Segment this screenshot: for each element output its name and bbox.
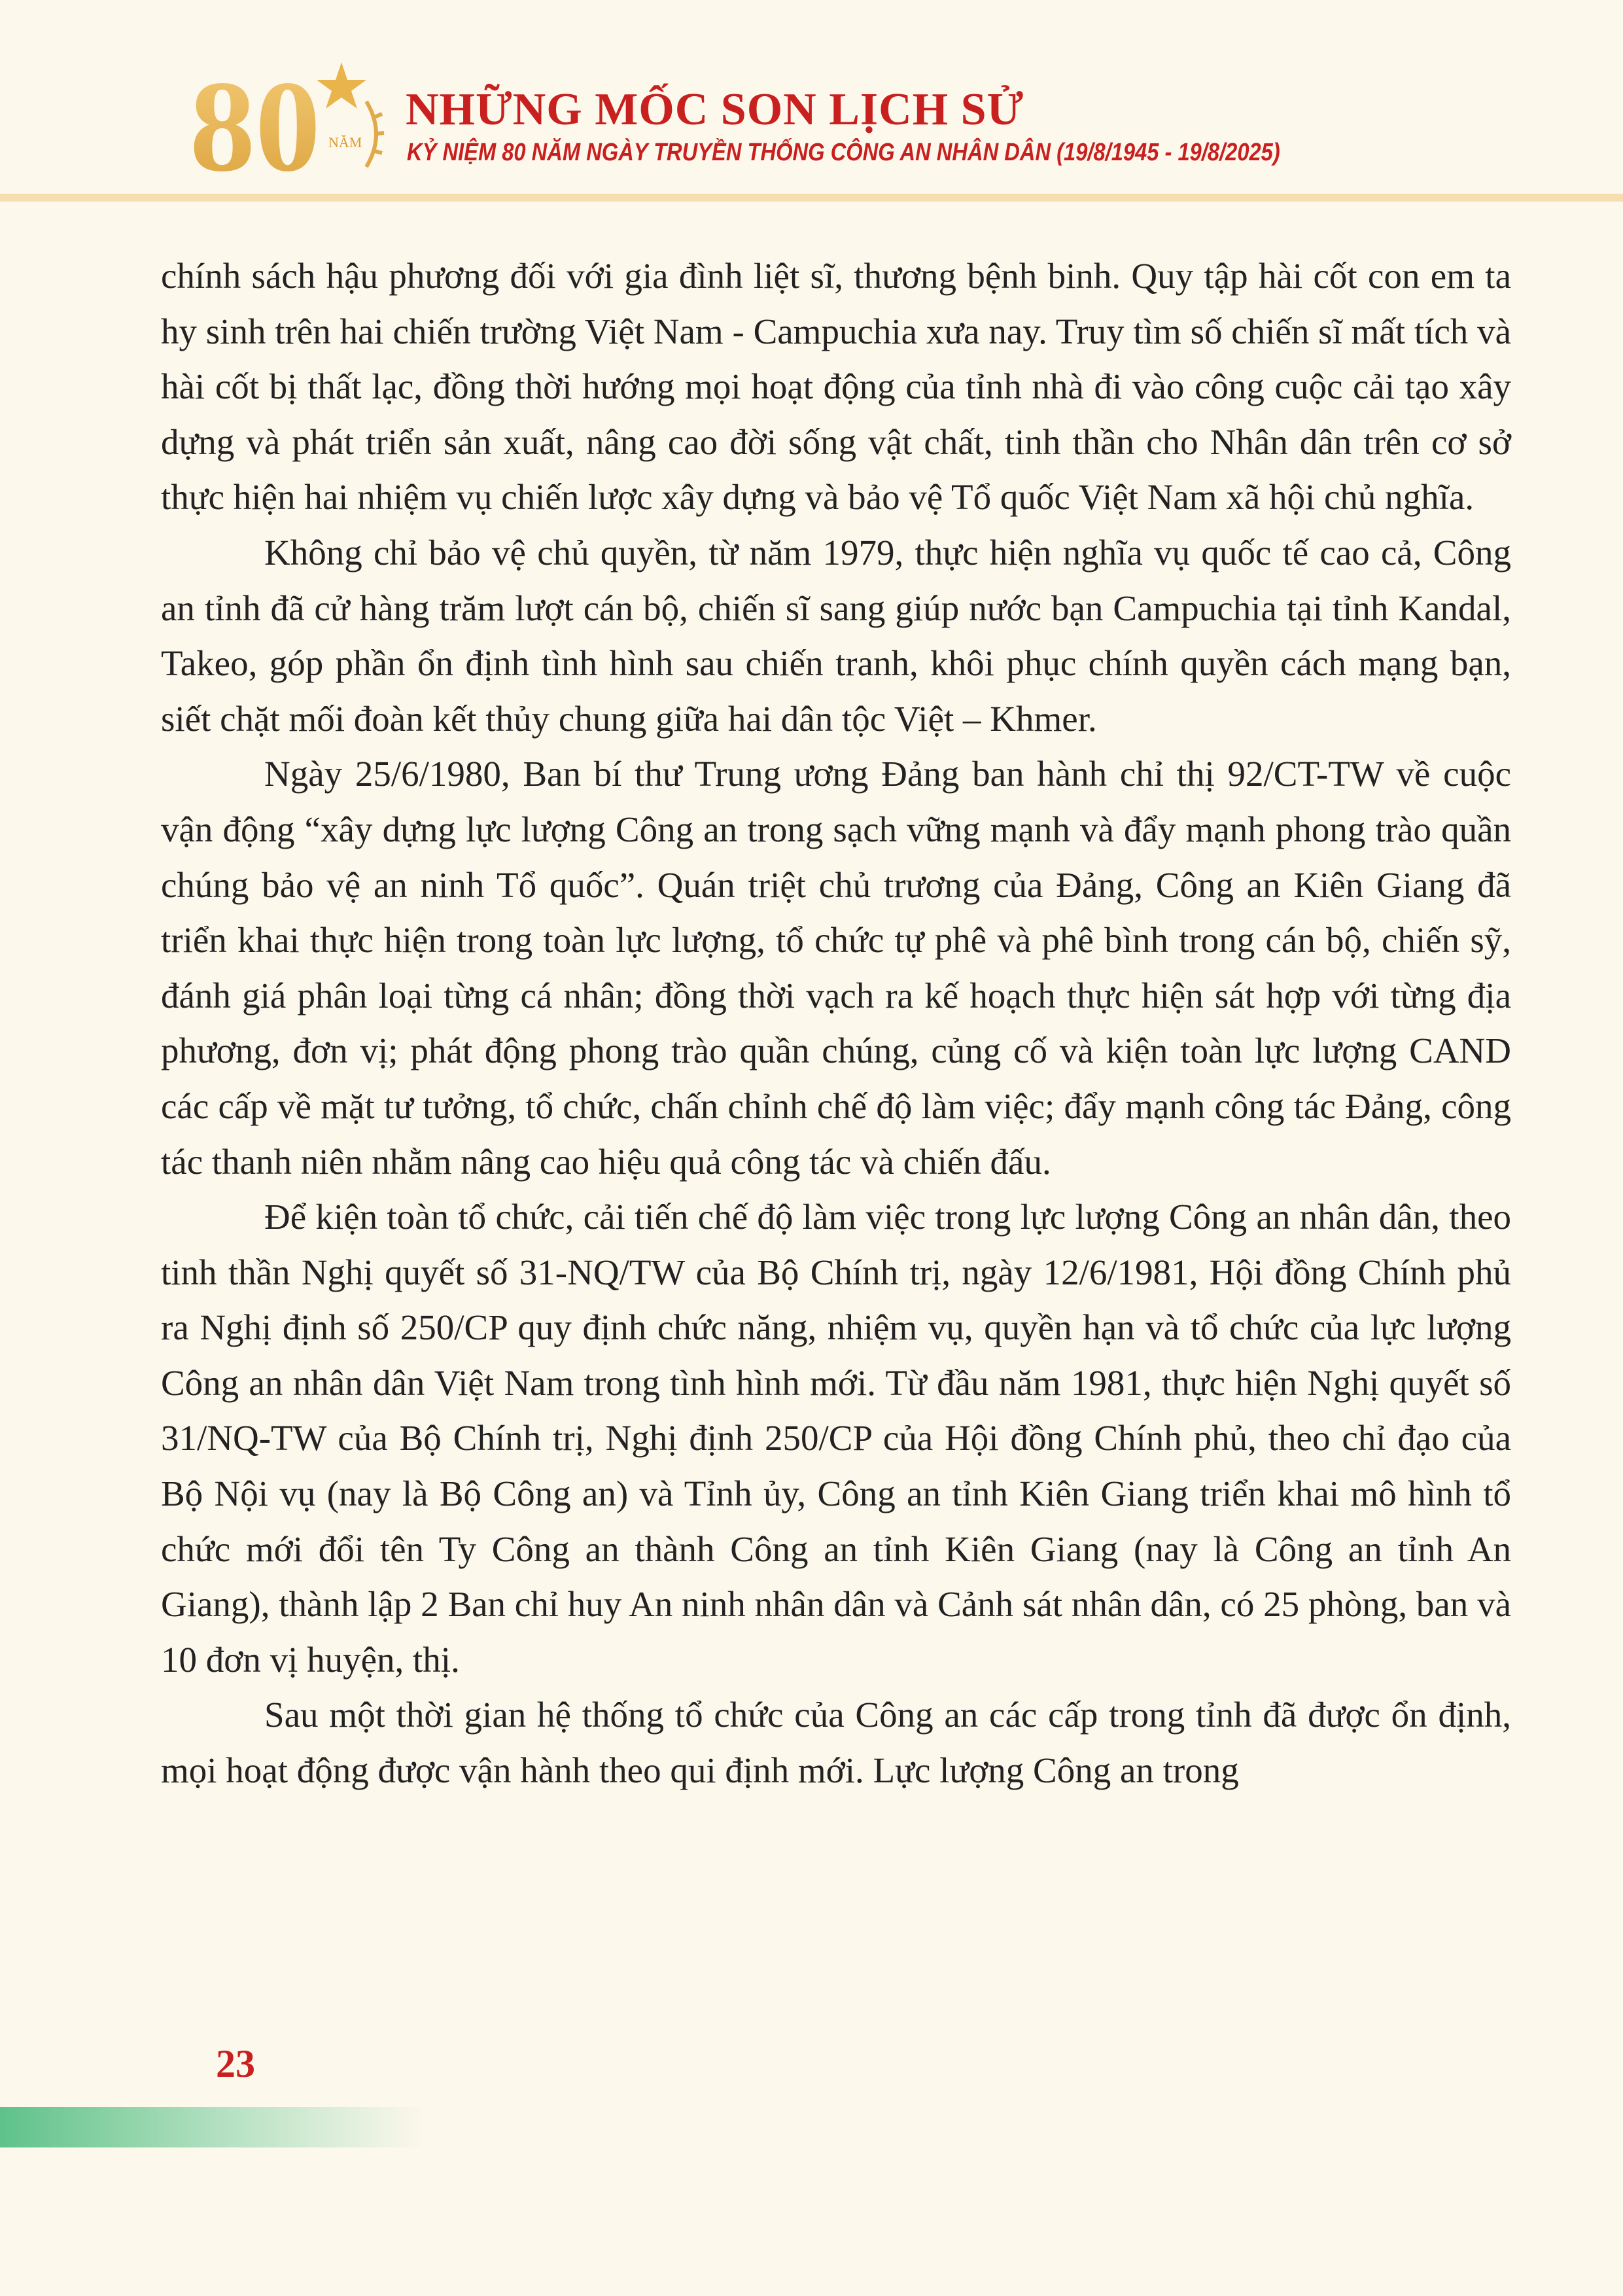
paragraph: Ngày 25/6/1980, Ban bí thư Trung ương Đảng ban hành chỉ thị 92/CT-TW về cuộc vận động “xây dựng lực lượng Công an trong sạch vững mạnh và đẩy mạnh phong trào quần chúng bảo vệ an ninh Tổ quốc”. Quán triệt chủ trương của Đảng, Công an Kiên Giang đã triển khai thực hiện trong toàn lực lượng, tổ chức tự phê và phê bình trong cán bộ, chiến sỹ, đánh giá phân loại từng cá nhân; đồng thời vạch ra kế hoạch thực hiện sát hợp với từng địa phương, đơn vị; phát động phong trào quần chúng, củng cố và kiện toàn lực lượng CAND các cấp về mặt tư tưởng, tổ chức, chấn chỉnh chế độ làm việc; đẩy mạnh công tác Đảng, công tác thanh niên nhằm nâng cao hiệu quả công tác và chiến đấu.	[161, 754, 1511, 1182]
anniversary-80-logo	[190, 56, 406, 186]
wheat-wreath-icon	[366, 101, 384, 167]
header-subtitle: KỶ NIỆM 80 NĂM NGÀY TRUYỀN THỐNG CÔNG AN NHÂN DÂN (19/8/1945 - 19/8/2025)	[407, 139, 1280, 166]
logo-text: NĂM	[328, 134, 362, 150]
footer-gradient-band	[0, 2107, 425, 2147]
header-divider	[0, 194, 1623, 202]
star-icon	[317, 62, 366, 109]
paragraph: Để kiện toàn tổ chức, cải tiến chế độ làm việc trong lực lượng Công an nhân dân, theo tinh thần Nghị quyết số 31-NQ/TW của Bộ Chính trị, ngày 12/6/1981, Hội đồng Chính phủ ra Nghị định số 250/CP quy định chức năng, nhiệm vụ, quyền hạn và tổ chức của lực lượng Công an nhân dân Việt Nam trong tình hình mới. Từ đầu năm 1981, thực hiện Nghị quyết số 31/NQ-TW của Bộ Chính trị, Nghị định 250/CP của Hội đồng Chính phủ, theo chỉ đạo của Bộ Nội vụ (nay là Bộ Công an) và Tỉnh ủy, Công an tỉnh Kiên Giang triển khai mô hình tổ chức mới đổi tên Ty Công an thành Công an tỉnh Kiên Giang (nay là Công an tỉnh An Giang), thành lập 2 Ban chỉ huy An ninh nhân dân và Cảnh sát nhân dân, có 25 phòng, ban và 10 đơn vị huyện, thị.	[161, 1197, 1511, 1680]
page-number: 23	[216, 2042, 255, 2085]
page-header	[0, 0, 1623, 196]
paragraph: Không chỉ bảo vệ chủ quyền, từ năm 1979, thực hiện nghĩa vụ quốc tế cao cả, Công an tỉnh đã cử hàng trăm lượt cán bộ, chiến sĩ sang giúp nước bạn Campuchia tại tỉnh Kandal, Takeo, góp phần ổn định tình hình sau chiến tranh, khôi phục chính quyền cách mạng bạn, siết chặt mối đoàn kết thủy chung giữa hai dân tộc Việt – Khmer.	[161, 532, 1511, 739]
header-title: NHỮNG MỐC SON LỊCH SỬ	[406, 84, 1024, 135]
article-body	[161, 249, 1511, 1799]
paragraph: Sau một thời gian hệ thống tổ chức của Công an các cấp trong tỉnh đã được ổn định, mọi hoạt động được vận hành theo qui định mới. Lực lượng Công an trong	[161, 1695, 1511, 1791]
paragraph: chính sách hậu phương đối với gia đình liệt sĩ, thương bệnh binh. Quy tập hài cốt con em ta hy sinh trên hai chiến trường Việt Nam - Campuchia xưa nay. Truy tìm số chiến sĩ mất tích và hài cốt bị thất lạc, đồng thời hướng mọi hoạt động của tỉnh nhà đi vào công cuộc cải tạo xây dựng và phát triển sản xuất, nâng cao đời sống vật chất, tinh thần cho Nhân dân trên cơ sở thực hiện hai nhiệm vụ chiến lược xây dựng và bảo vệ Tổ quốc Việt Nam xã hội chủ nghĩa.	[161, 256, 1511, 518]
logo-number: 80	[190, 56, 321, 186]
